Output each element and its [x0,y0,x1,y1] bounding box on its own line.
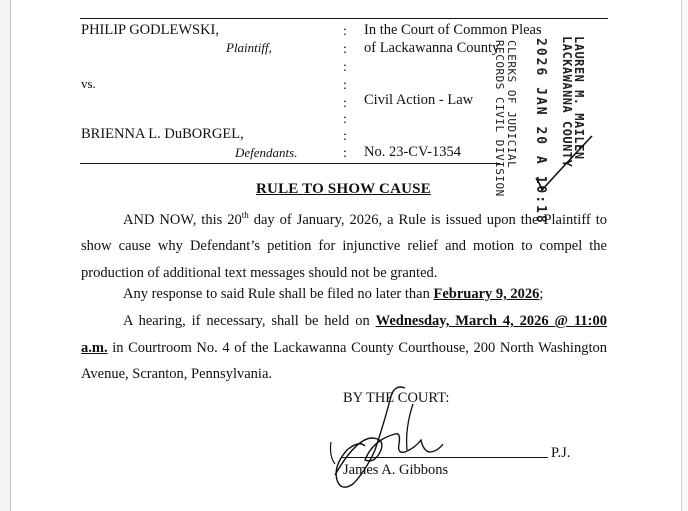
hearing-date: Wednesday, March 4, 2026 @ 11:00 a.m. [81,313,607,356]
docket-number: No. 23-CV-1354 [364,144,461,160]
caption-colon: : [343,24,347,39]
versus-label: vs. [81,76,96,91]
action-type: Civil Action - Law [364,92,474,108]
paragraph-order: AND NOW, this 20th day of January, 2026, a Rule is issued upon the Plaintiff to show cause why Defendant’s petition for injunctive relief and motion to compel the production of additional text messages should not be granted. [81,210,607,281]
caption-colon: : [343,129,347,144]
caption-colon: : [343,78,347,93]
defendant-name: BRIENNA L. DuBORGEL, [81,126,244,142]
stamp-office-2: RECORDS CIVIL DIVISION [493,40,506,197]
signature-line [342,457,548,458]
document-title: RULE TO SHOW CAUSE [256,181,431,197]
response-deadline-date: February 9, 2026 [433,286,540,302]
plaintiff-role: Plaintiff, [226,40,272,55]
plaintiff-name: PHILIP GODLEWSKI, [81,22,220,38]
court-line-1: In the Court of Common Pleas [364,22,542,38]
defendant-role: Defendants. [235,145,298,160]
caption-colon: : [343,146,347,161]
caption-colon: : [343,60,347,75]
paragraph-hearing: A hearing, if necessary, shall be held on Wednesday, March 4, 2026 @ 11:00 a.m. in Courtroom No. 4 of the Lackawanna County Courthouse, 200 North Washington Avenue, Scranton, Pennsylvania. [81,313,607,382]
paragraph-response-deadline: Any response to said Rule shall be filed no later than February 9, 2026; [123,286,544,302]
caption-colon: : [343,112,347,127]
judge-suffix: P.J. [551,445,571,461]
judge-name: James A. Gibbons [343,462,449,478]
stamp-line-1: LAUREN M. MAILEN [572,36,586,160]
caption-colon: : [343,96,347,111]
caption-bottom-rule [80,163,500,164]
by-the-court: BY THE COURT: [343,390,450,406]
stamp-office-1: CLERKS OF JUDICIAL [505,40,518,169]
court-line-2: of Lackawanna County [364,40,500,56]
left-page-edge [0,0,11,511]
stamp-date: 2026 JAN 20 A 10:18 [533,38,548,225]
caption-top-rule [80,18,608,19]
stamp-line-2: LACKAWANNA COUNTY [560,36,574,168]
stamp-checkmark [530,130,610,200]
right-page-edge [681,0,688,511]
caption-colon: : [343,42,347,57]
